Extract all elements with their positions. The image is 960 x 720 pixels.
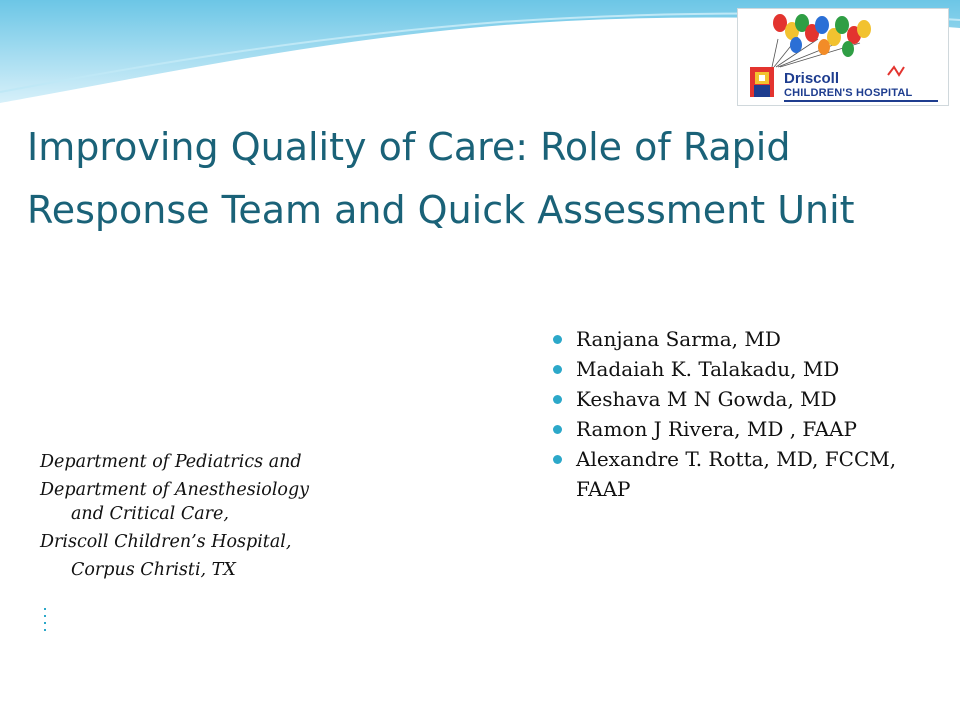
- author-name: Ramon J Rivera, MD , FAAP: [576, 417, 857, 441]
- author-item: [553, 444, 953, 504]
- author-name: Ranjana Sarma, MD: [576, 327, 781, 351]
- bullet-icon: [553, 365, 562, 374]
- affiliation-line: Driscoll Children’s Hospital,: [40, 532, 292, 552]
- bullet-icon: [553, 335, 562, 344]
- affiliation-line: Corpus Christi, TX: [71, 560, 236, 580]
- slide-title: Improving Quality of Care: Role of Rapid Response Team and Quick Assessment Unit: [27, 125, 855, 232]
- logo-name: Driscoll: [784, 70, 840, 87]
- author-item: [553, 414, 953, 444]
- logo-subtitle: CHILDREN'S HOSPITAL: [784, 87, 913, 99]
- bullet-icon: [553, 425, 562, 434]
- affiliation-line: Department of Anesthesiology: [40, 480, 310, 500]
- affiliation-block: [40, 450, 420, 582]
- affiliation-line: and Critical Care,: [71, 504, 229, 524]
- bullet-icon: [553, 395, 562, 404]
- author-item: [553, 354, 953, 384]
- bullet-dots-decoration: [44, 608, 46, 636]
- author-name: Madaiah K. Talakadu, MD: [576, 357, 840, 381]
- author-item: [553, 324, 953, 354]
- affiliation-line: Department of Pediatrics and: [40, 452, 302, 472]
- author-item: [553, 384, 953, 414]
- author-name: Keshava M N Gowda, MD: [576, 387, 837, 411]
- author-list: [553, 324, 953, 504]
- hospital-logo: [737, 8, 949, 106]
- author-name: Alexandre T. Rotta, MD, FCCM, FAAP: [576, 447, 897, 501]
- bullet-icon: [553, 455, 562, 464]
